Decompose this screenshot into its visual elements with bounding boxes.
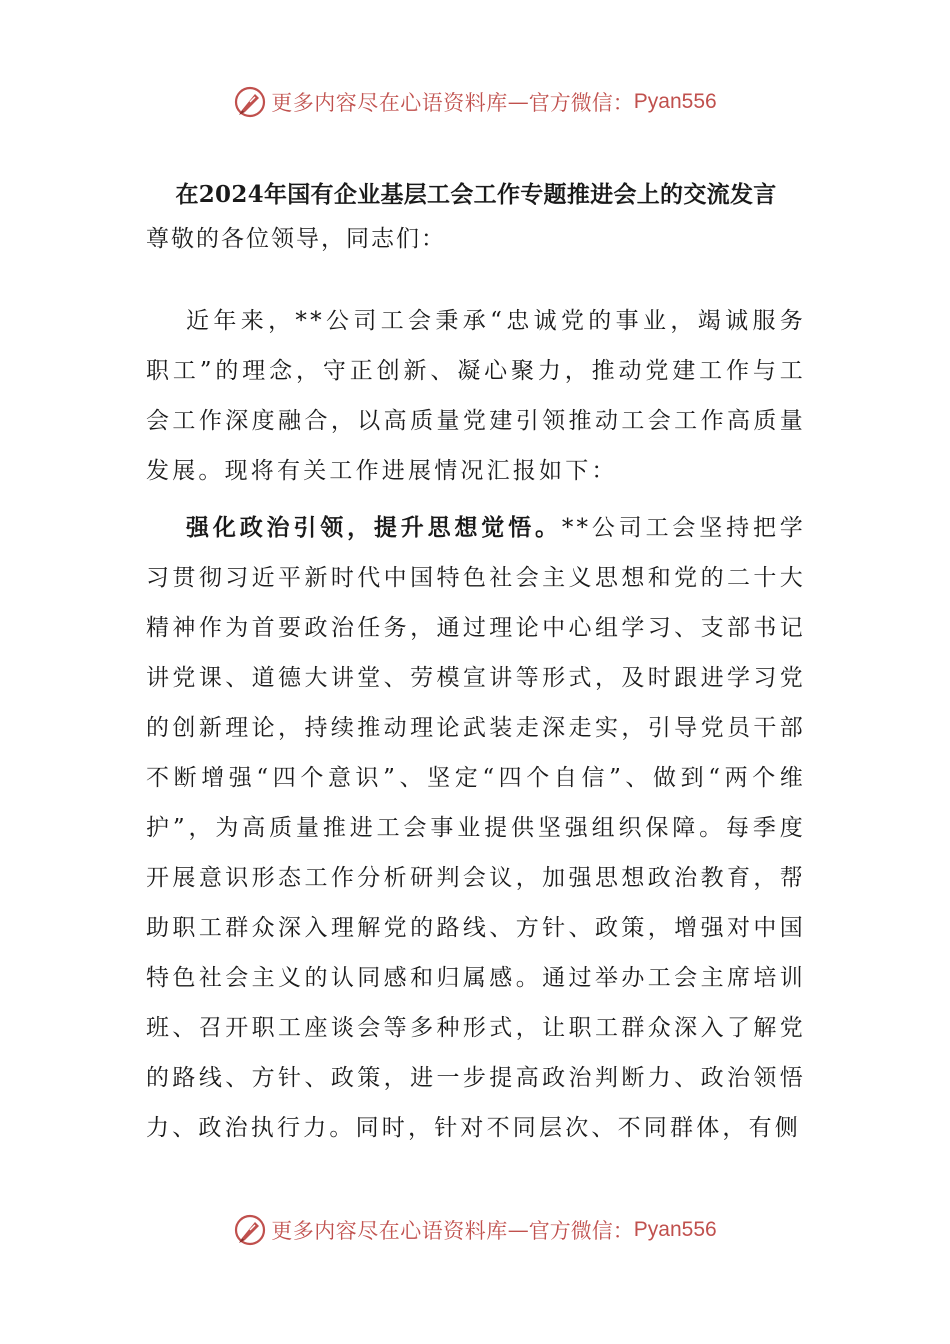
footer-separator: —	[507, 1218, 529, 1242]
footer-wechat-id: Pyan556	[633, 1218, 717, 1241]
header-wechat-id: Pyan556	[633, 90, 717, 113]
header-watermark-banner	[0, 82, 950, 122]
header-brand-text: 更多内容尽在心语资料库	[271, 91, 508, 115]
footer-wechat-label: 官方微信：	[528, 1219, 634, 1243]
header-wechat-label: 官方微信：	[528, 91, 634, 115]
footer-brand-text: 更多内容尽在心语资料库	[271, 1219, 508, 1243]
document-title: 在2024年国有企业基层工会工作专题推进会上的交流发言	[175, 181, 777, 208]
footer-watermark-banner	[0, 1210, 950, 1250]
section-paragraph	[146, 503, 806, 1153]
intro-paragraph: 近年来，**公司工会秉承“忠诚党的事业，竭诚服务职工”的理念，守正创新、凝心聚力，推动党建工作与工会工作深度融合，以高质量党建引领推动工会工作高质量发展。现将有关工作进展情况汇报如下：	[146, 308, 806, 484]
pen-nib-icon	[233, 85, 267, 119]
section-heading: 强化政治引领，提升思想觉悟。	[186, 514, 562, 541]
salutation: 尊敬的各位领导，同志们：	[146, 226, 446, 252]
section-body: **公司工会坚持把学习贯彻习近平新时代中国特色社会主义思想和党的二十大精神作为首要政治任务，通过理论中心组学习、支部书记讲党课、道德大讲堂、劳模宣讲等形式，及时跟进学习党的创新理论，持续推动理论武装走深走实，引导党员干部不断增强“四个意识”、坚定“四个自信”、做到“两个维护”，为高质量推进工会事业提供坚强组织保障。每季度开展意识形态工作分析研判会议，加强思想政治教育，帮助职工群众深入理解党的路线、方针、政策，增强对中国特色社会主义的认同感和归属感。通过举办工会主席培训班、召开职工座谈会等多种形式，让职工群众深入了解党的路线、方针、政策，进一步提高政治判断力、政治领悟力、政治执行力。同时，针对不同层次、不同群体，有侧	[146, 515, 807, 1141]
header-separator: —	[507, 90, 529, 114]
pen-nib-icon	[233, 1213, 267, 1247]
